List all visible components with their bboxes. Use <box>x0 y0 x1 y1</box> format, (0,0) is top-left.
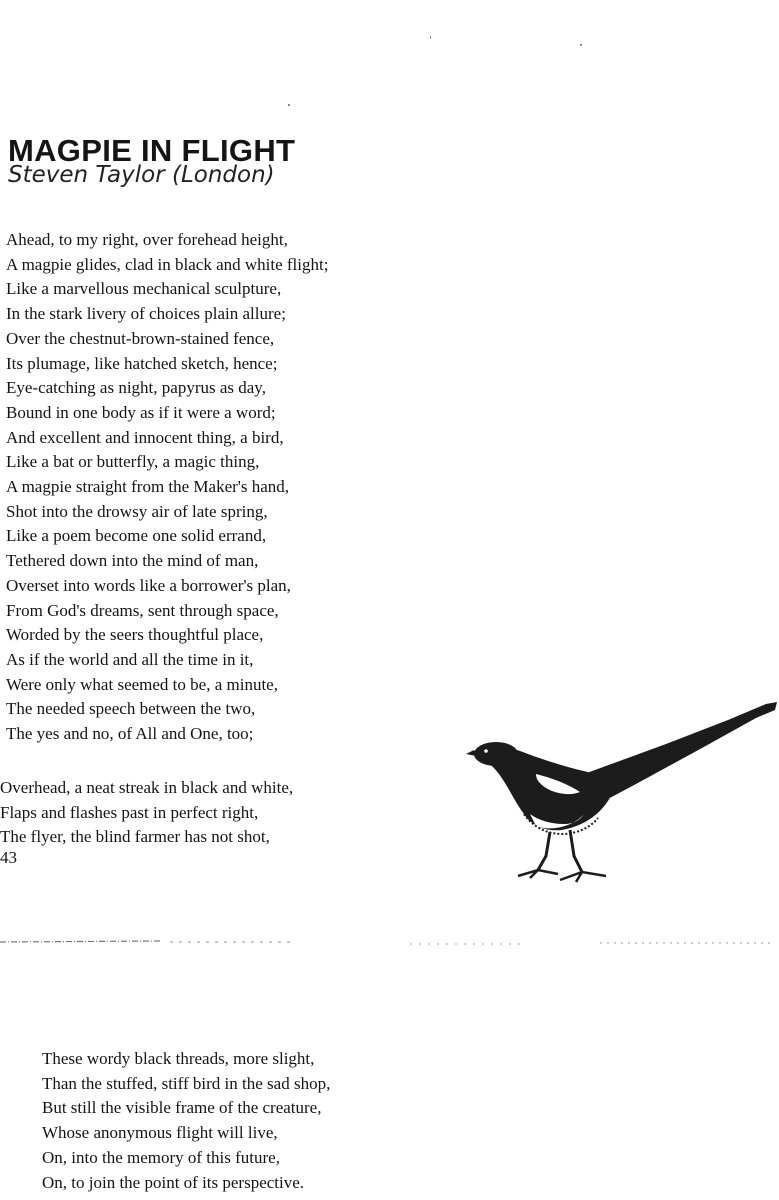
page-break-divider <box>0 938 779 948</box>
poem-line: A magpie straight from the Maker's hand, <box>6 477 290 497</box>
poem-line: Like a poem become one solid errand, <box>6 526 267 546</box>
poem-line: Than the stuffed, stiff bird in the sad shop, <box>42 1073 331 1093</box>
poem-title: MAGPIE IN FLIGHT <box>8 132 296 168</box>
poem-line: Like a marvellous mechanical sculpture, <box>6 279 282 299</box>
poem-line: On, to join the point of its perspective. <box>42 1172 305 1192</box>
stanza-3 <box>42 1047 330 1195</box>
poem-line: The flyer, the blind farmer has not shot, <box>0 827 270 847</box>
poem-author: Steven Taylor (London) <box>8 162 275 188</box>
poem-line: As if the world and all the time in it, <box>6 649 254 669</box>
magpie-icon <box>466 696 779 892</box>
poem-line: From God's dreams, sent through space, <box>6 600 279 620</box>
poem-line: Tethered down into the mind of man, <box>6 551 259 571</box>
poem-line: These wordy black threads, more slight, <box>42 1049 315 1068</box>
scan-speck <box>580 44 582 46</box>
stanza-1 <box>6 228 328 747</box>
poem-line: On, into the memory of this future, <box>42 1147 280 1167</box>
poem-line: Bound in one body as if it were a word; <box>6 402 276 422</box>
poem-line: A magpie glides, clad in black and white flight; <box>6 254 329 274</box>
page-number: 43 <box>0 848 17 867</box>
poem-line: Whose anonymous flight will live, <box>42 1123 278 1143</box>
poem-line: Shot into the drowsy air of late spring, <box>6 501 268 521</box>
poem-line: Were only what seemed to be, a minute, <box>6 674 278 694</box>
magpie-body <box>466 702 777 882</box>
poem-line: The needed speech between the two, <box>6 699 256 719</box>
poem-line: Like a bat or butterfly, a magic thing, <box>6 452 260 472</box>
poem-line: The yes and no, of All and One, too; <box>6 724 254 744</box>
poem-line: Worded by the seers thoughtful place, <box>6 625 264 645</box>
poem-line: Ahead, to my right, over forehead height, <box>6 230 288 249</box>
poem-line: Overhead, a neat streak in black and white, <box>0 778 294 797</box>
poem-line: In the stark livery of choices plain allure; <box>6 304 286 324</box>
scan-speck <box>288 104 290 106</box>
poem-line: And excellent and innocent thing, a bird, <box>6 427 284 447</box>
poem-line: Eye-catching as night, papyrus as day, <box>6 378 266 398</box>
poem-line: Flaps and flashes past in perfect right, <box>0 802 259 822</box>
stanza-2 <box>0 776 293 850</box>
poem-line: But still the visible frame of the creature, <box>42 1098 322 1118</box>
scan-speck <box>430 36 431 39</box>
poem-line: Its plumage, like hatched sketch, hence; <box>6 353 278 373</box>
poem-line: Over the chestnut-brown-stained fence, <box>6 328 275 348</box>
poem-line: Overset into words like a borrower's plan, <box>6 575 291 595</box>
